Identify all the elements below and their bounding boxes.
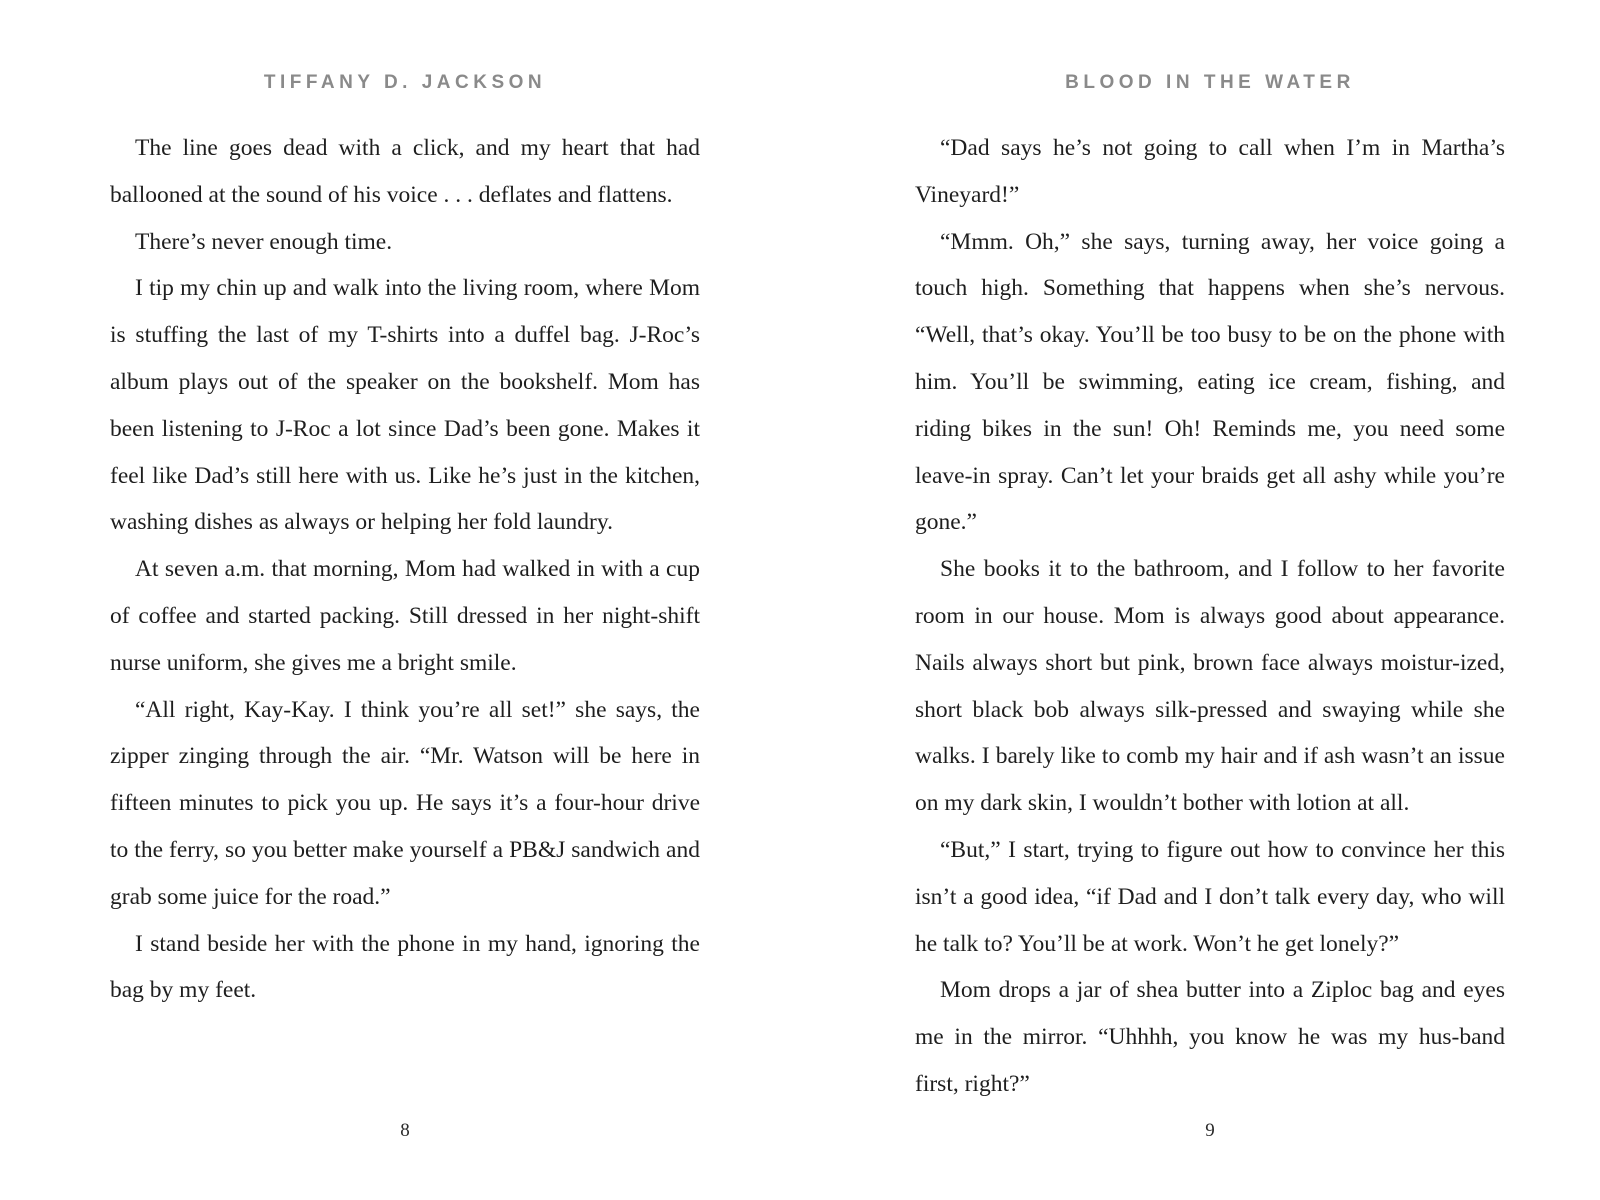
paragraph: “But,” I start, trying to figure out how to convince her this isn’t a good idea, “if Dad and I don’t talk every day, who will he talk to? You’ll be at work. Won’t he get lonely?”: [915, 836, 1505, 957]
paragraph: The line goes dead with a click, and my heart that had ballooned at the sound of his voice . . . deflates and flattens.: [110, 135, 700, 208]
paragraph: “All right, Kay-Kay. I think you’re all set!” she says, the zipper zinging through the air. “Mr. Watson will be here in fifteen minutes to pick you up. He says it’s a four-hour drive to the ferry, so you better make yourself a PB&J sandwich and grab some juice for the road.”: [110, 696, 700, 910]
paragraph: At seven a.m. that morning, Mom had walked in with a cup of coffee and started packing. Still dressed in her night-shift nurse uniform, she gives me a bright smile.: [110, 556, 700, 676]
right-page-body: [915, 125, 1505, 1108]
left-page: [110, 0, 700, 1200]
paragraph: Mom drops a jar of shea butter into a Ziploc bag and eyes me in the mirror. “Uhhhh, you know he was my hus-band first, right?”: [915, 977, 1505, 1097]
paragraph: There’s never enough time.: [135, 228, 393, 255]
right-page: [915, 0, 1505, 1200]
page-number: 8: [400, 1120, 410, 1141]
running-head-author: TIFFANY D. JACKSON: [263, 72, 547, 93]
paragraph: I tip my chin up and walk into the living room, where Mom is stuffing the last of my T-shirts into a duffel bag. J-Roc’s album plays out of the speaker on the bookshelf. Mom has been listening to J-Roc a lot since Dad’s been gone. Makes it feel like Dad’s still here with us. Like he’s just in the kitchen, washing dishes as always or helping her fold laundry.: [110, 275, 700, 536]
left-page-body: [110, 125, 700, 1014]
paragraph: I stand beside her with the phone in my hand, ignoring the bag by my feet.: [110, 930, 700, 1004]
paragraph: “Mmm. Oh,” she says, turning away, her voice going a touch high. Something that happens when she’s nervous. “Well, that’s okay. You’ll be too busy to be on the phone with him. You’ll be swimming, eating ice cream, fishing, and riding bikes in the sun! Oh! Reminds me, you need some leave-in spray. Can’t let your braids get all ashy while you’re gone.”: [915, 228, 1505, 536]
paragraph: “Dad says he’s not going to call when I’m in Martha’s Vineyard!”: [915, 135, 1505, 208]
paragraph: She books it to the bathroom, and I follow to her favorite room in our house. Mom is always good about appearance. Nails always short but pink, brown face always moistur-ized, short black bob always silk-pressed and swaying while she walks. I barely like to comb my hair and if ash wasn’t an issue on my dark skin, I wouldn’t bother with lotion at all.: [915, 556, 1505, 817]
running-head-title: BLOOD IN THE WATER: [1065, 72, 1355, 93]
page-number: 9: [1205, 1120, 1215, 1141]
